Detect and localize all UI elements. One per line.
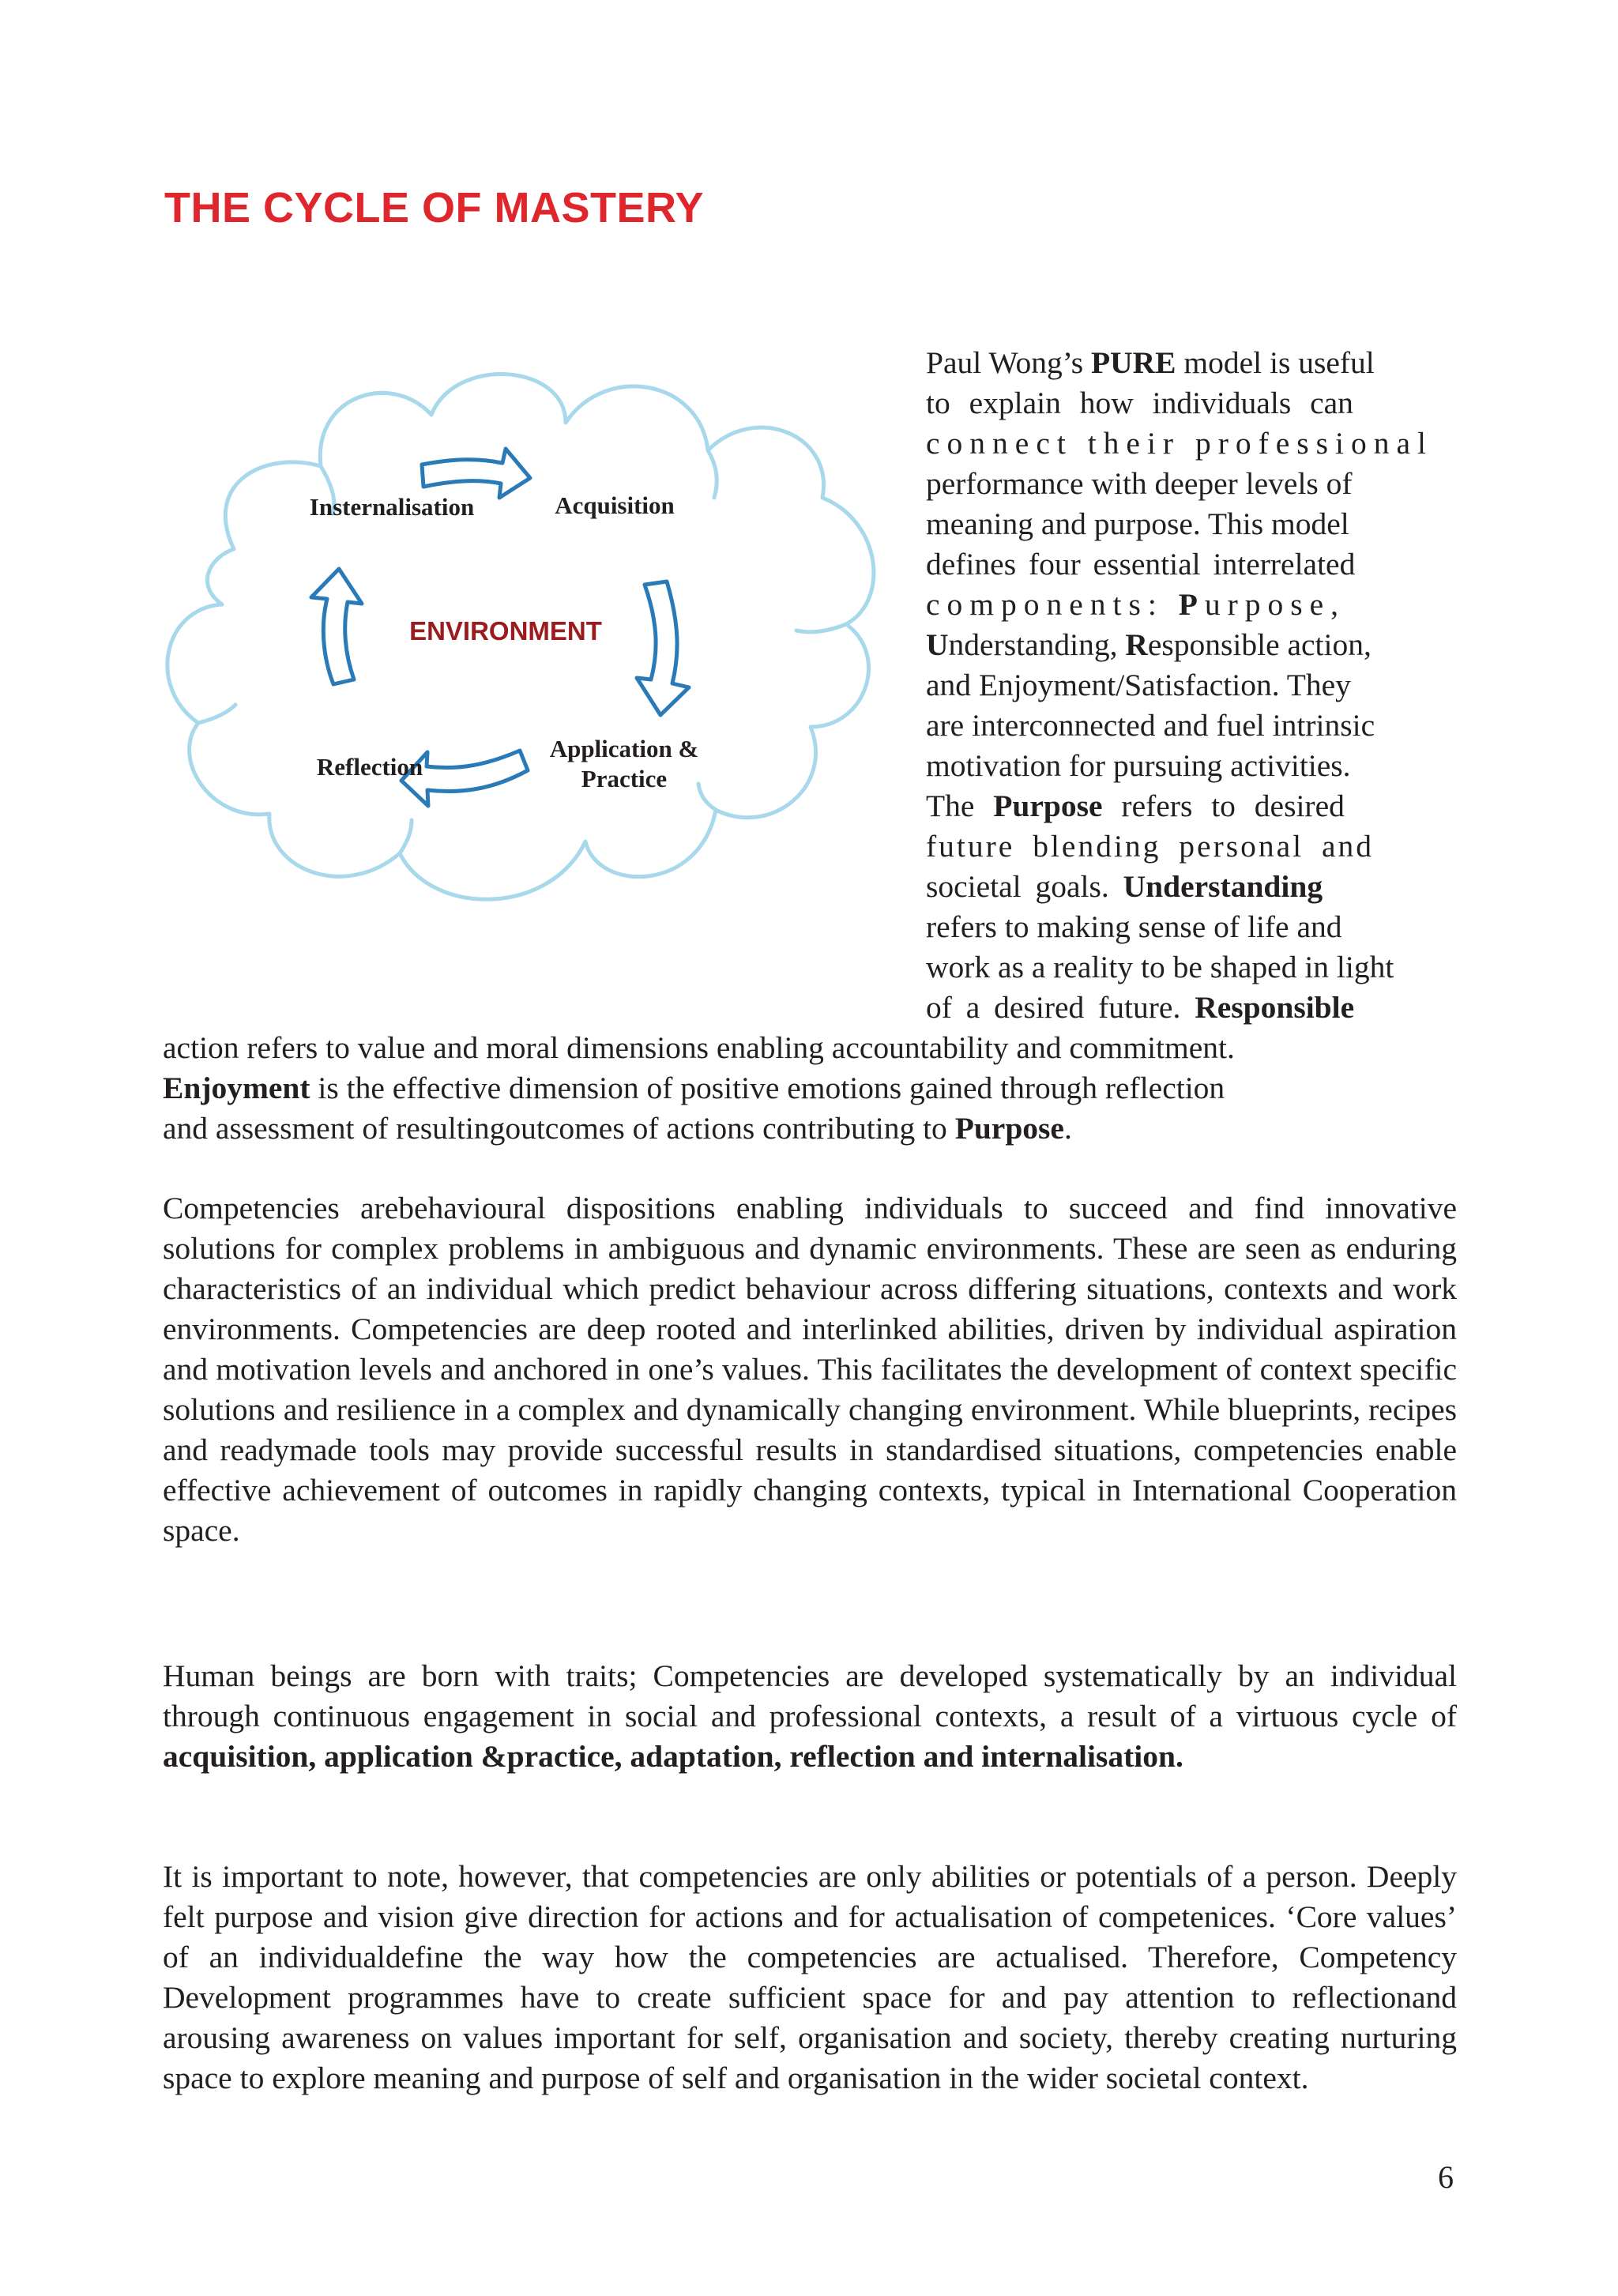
text-line: future blending personal and [926,829,1375,864]
pure-model-continuation [163,1028,1457,1149]
text-line: motivation for pursuing activities. [926,748,1351,783]
arrow-down-icon [637,582,689,715]
arrow-right-icon [422,449,530,498]
cloud-inner-curve [708,450,717,498]
competencies-paragraph: Competencies arebehavioural dispositions enabling individuals to succeed and find innovative solutions for complex problems in ambiguous and dynamic environments. These are seen as enduring characteristics of an individual which predict behaviour across differing situations, contexts and work environments. Competencies are deep rooted and interlinked abilities, driven by individual aspiration and motivation levels and anchored in one’s values. This facilitates the development of context specific solutions and resilience in a complex and dynamically changing environment. While blueprints, recipes and readymade tools may provide successful results in standardised situations, competencies enable effective achievement of outcomes in rapidly changing contexts, typical in International Cooperation space. [163,1191,1457,1548]
text-line: of a desired future. Responsible [926,990,1355,1025]
human-beings-paragraph: Human beings are born with traits; Competencies are developed systematically by an individual through continuous engagement in social and professional contexts, a result of a virtuous cycle of acquisition, application &practice, adaptation, reflection and internalisation. [163,1658,1457,1774]
diagram-svg [155,348,897,948]
text-line: Understanding, Responsible action, [926,627,1372,662]
cloud-inner-curve [400,820,412,853]
cloud-inner-curve [198,705,235,723]
text-line: performance with deeper levels of [926,466,1353,501]
pure-model-intro [926,343,1457,1028]
text-line: action refers to value and moral dimensions enabling accountability and commitment. [163,1030,1235,1065]
text-line: components: Purpose, [926,587,1346,622]
text-line: connect their professional [926,426,1434,461]
text-line: refers to making sense of life and [926,909,1342,944]
label-practice: Practice [581,765,668,792]
text-line: The Purpose refers to desired [926,789,1345,823]
label-application: Application & [549,735,699,762]
text-line: meaning and purpose. This model [926,506,1349,541]
text-line: work as a reality to be shaped in light [926,950,1394,984]
text-line: are interconnected and fuel intrinsic [926,708,1375,743]
cycle-of-mastery-diagram [155,348,897,948]
text-line: to explain how individuals can [926,386,1353,420]
text-line: and Enjoyment/Satisfaction. They [926,668,1351,702]
cloud-inner-curve [698,784,716,810]
label-acquisition: Acquisition [555,491,675,519]
text-line: Enjoyment is the effective dimension of positive emotions gained through reflection [163,1071,1225,1105]
text-line: defines four essential interrelated [926,547,1356,582]
text-line: and assessment of resultingoutcomes of actions contributing to Purpose. [163,1111,1072,1146]
label-internalisation: Insternalisation [309,493,475,521]
text-line: Paul Wong’s PURE model is useful [926,345,1375,380]
important-note-paragraph: It is important to note, however, that competencies are only abilities or potentials of a person. Deeply felt purpose and vision give direction for actions and for actualisation of competenices. ‘Core values’ of an individualdefine the way how the competencies are actualised. Therefore, Competency Development programmes have to create sufficient space for and pay attention to reflectionand arousing awareness on values important for self, organisation and society, thereby creating nurturing space to explore meaning and purpose of self and organisation in the wider societal context. [163,1859,1457,2095]
text-line: societal goals. Understanding [926,869,1323,904]
page-title: THE CYCLE OF MASTERY [164,184,705,231]
arrow-up-icon [311,569,362,684]
cloud-inner-curve [796,624,846,632]
label-environment: ENVIRONMENT [409,616,602,646]
label-reflection: Reflection [316,753,423,781]
page-number: 6 [1438,2159,1454,2195]
